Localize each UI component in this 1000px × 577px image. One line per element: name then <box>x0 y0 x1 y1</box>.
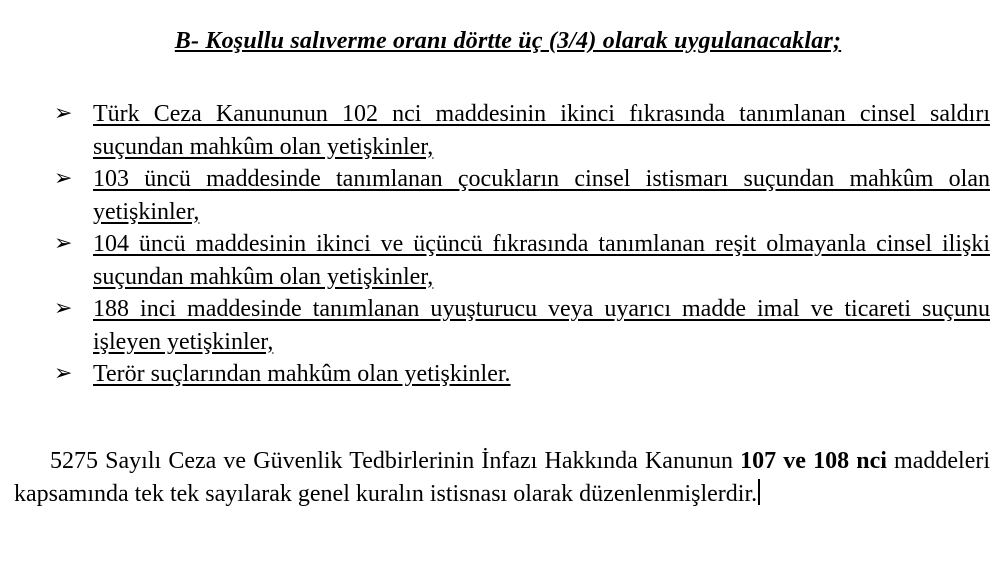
text-cursor <box>758 479 760 505</box>
paragraph-bold-articles: 107 ve 108 nci <box>740 448 887 474</box>
list-item-text: Terör suçlarından mahkûm olan yetişkinler. <box>93 361 511 387</box>
list-item-text: Türk Ceza Kanununun 102 nci maddesinin ikinci fıkrasında tanımlanan cinsel saldırı suçundan mahkûm olan yetişkinler, <box>93 101 990 160</box>
section-heading: B- Koşullu salıverme oranı dörtte üç (3/4) olarak uygulanacaklar; <box>174 28 842 54</box>
list-item <box>54 358 990 391</box>
arrow-bullet-icon: ➢ <box>54 101 73 126</box>
paragraph-text-start: 5275 Sayılı Ceza ve Güvenlik Tedbirlerinin İnfazı Hakkında Kanunun <box>50 448 741 474</box>
list-item-text: 188 inci maddesinde tanımlanan uyuşturucu veya uyarıcı madde imal ve ticareti suçunu işleyen yetişkinler, <box>93 296 990 355</box>
conditions-list <box>54 98 990 391</box>
paragraph-text-end: maddeleri kapsamında tek tek sayılarak genel kuralın istisnası olarak düzenlenmişlerdir. <box>14 448 991 507</box>
list-item-text: 103 üncü maddesinde tanımlanan çocukların cinsel istismarı suçundan mahkûm olan yetişkinler, <box>93 166 990 225</box>
list-item-text: 104 üncü maddesinin ikinci ve üçüncü fıkrasında tanımlanan reşit olmayanla cinsel ilişki suçundan mahkûm olan yetişkinler, <box>93 231 990 290</box>
list-item <box>54 293 990 358</box>
arrow-bullet-icon: ➢ <box>54 361 73 386</box>
arrow-bullet-icon: ➢ <box>54 296 73 321</box>
arrow-bullet-icon: ➢ <box>54 166 73 191</box>
arrow-bullet-icon: ➢ <box>54 231 73 256</box>
closing-paragraph <box>14 445 990 510</box>
list-item <box>54 163 990 228</box>
list-item <box>54 98 990 163</box>
list-item <box>54 228 990 293</box>
